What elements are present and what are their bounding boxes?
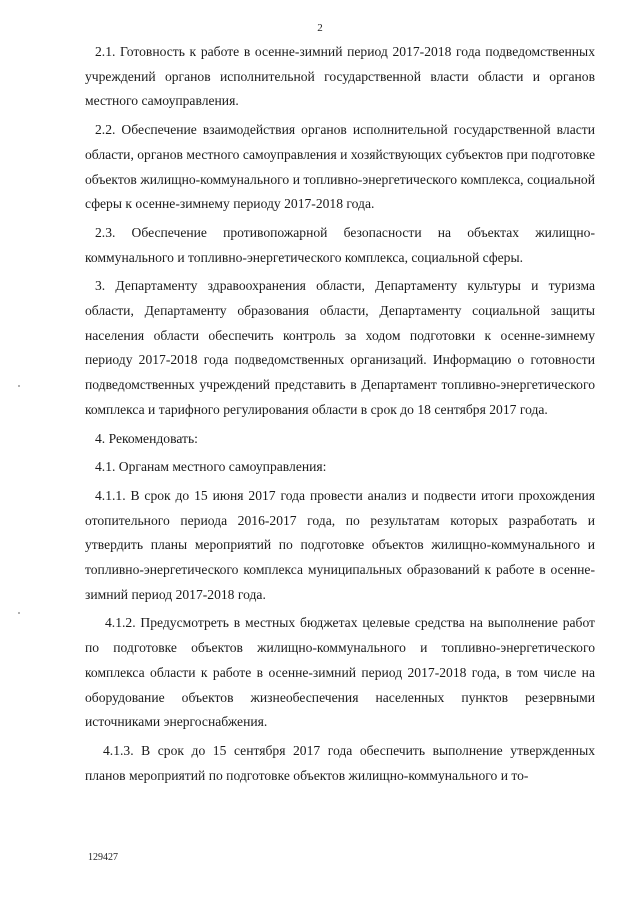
paragraph-3: 3. Департаменту здравоохранения области, Департаменту культуры и туризма области, Департаменту образования области, Департаменту социальной защиты населения области обеспечить контроль за ходом подготовки к осенне-зимнему периоду 2017-2018 года подведомственных организаций. Информацию о готовности подведомственных учреждений представить в Департамент топливно-энергетического комплекса и тарифного регулирования области в срок до 18 сентября 2017 года. — [85, 278, 595, 417]
document-code: 129427 — [88, 852, 118, 863]
paragraph-4: 4. Рекомендовать: — [95, 430, 198, 446]
page-number: 2 — [317, 22, 323, 34]
paragraph-4-1-1: 4.1.1. В срок до 15 июня 2017 года провести анализ и подвести итоги прохождения отопительного периода 2016-2017 года, по результатам которых разработать и утвердить планы мероприятий по подготовке объектов жилищно-коммунального и топливно-энергетического комплекса муниципальных образований к работе в осенне-зимний период 2017-2018 года. — [85, 487, 595, 602]
paragraph-4-1: 4.1. Органам местного самоуправления: — [95, 459, 327, 475]
scan-speck — [18, 385, 20, 387]
paragraph-2-1: 2.1. Готовность к работе в осенне-зимний период 2017-2018 года подведомственных учреждений органов исполнительной государственной власти области и органов местного самоуправления. — [85, 44, 595, 109]
document-body — [85, 40, 595, 792]
scan-speck — [18, 612, 20, 614]
paragraph-4-1-2: 4.1.2. Предусмотреть в местных бюджетах целевые средства на выполнение работ по подготовке объектов жилищно-коммунального и топливно-энергетического комплекса области к работе в осенне-зимний период 2017-2018 года, в том числе на оборудование объектов жизнеобеспечения населенных пунктов резервными источниками энергоснабжения. — [85, 615, 595, 730]
paragraph-2-3: 2.3. Обеспечение противопожарной безопасности на объектах жилищно-коммунального и топливно-энергетического комплекса, социальной сферы. — [85, 224, 595, 265]
paragraph-2-2: 2.2. Обеспечение взаимодействия органов исполнительной государственной власти области, органов местного самоуправления и хозяйствующих субъектов при подготовке объектов жилищно-коммунального и топливно-энергетического комплекса, социальной сферы к осенне-зимнему периоду 2017-2018 года. — [85, 122, 595, 212]
paragraph-4-1-3: 4.1.3. В срок до 15 сентября 2017 года обеспечить выполнение утвержденных планов мероприятий по подготовке объектов жилищно-коммунального и то- — [85, 742, 595, 783]
